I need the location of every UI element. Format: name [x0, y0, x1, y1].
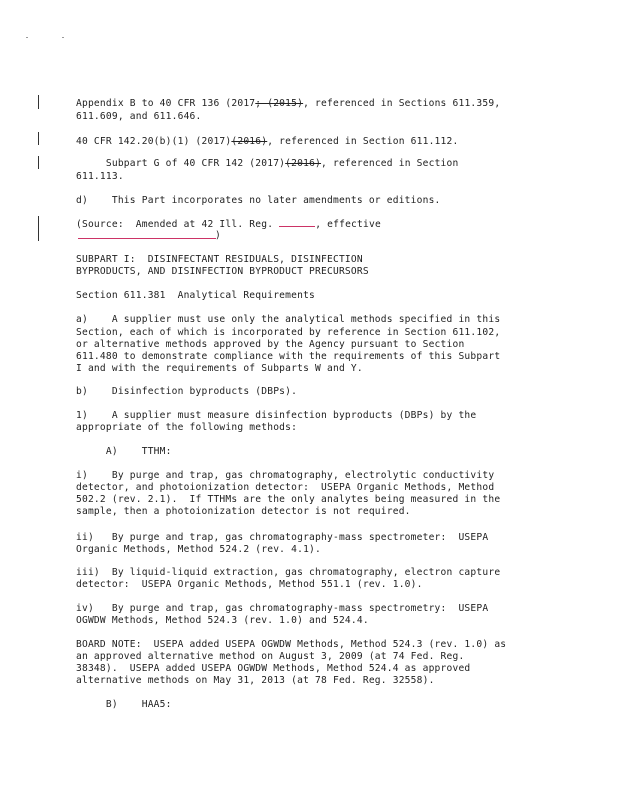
- doc-line-method-ii: ii) By purge and trap, gas chromatography-mass spectrometer: USEPA: [76, 532, 489, 543]
- doc-line-subpart-g: Subpart G of 40 CFR 142 (2017)(2016), referenced in Section: [76, 158, 459, 169]
- doc-line-section-b: b) Disinfection byproducts (DBPs).: [76, 386, 298, 397]
- subpart-heading-cont: BYPRODUCTS, AND DISINFECTION BYPRODUCT PRECURSORS: [76, 266, 369, 277]
- doc-line-b1: 1) A supplier must measure disinfection byproducts (DBPs) by the: [76, 410, 477, 421]
- doc-line-method-i: sample, then a photoionization detector is not required.: [76, 506, 411, 517]
- doc-line-method-i: 502.2 (rev. 2.1). If TTHMs are the only analytes being measured in the: [76, 494, 501, 505]
- board-note: BOARD NOTE: USEPA added USEPA OGWDW Methods, Method 524.3 (rev. 1.0) as: [76, 639, 507, 650]
- doc-line-haa5: B) HAA5:: [76, 699, 172, 710]
- doc-line-no-later-amendments: d) This Part incorporates no later amendments or editions.: [76, 195, 441, 206]
- doc-line-section-a: or alternative methods approved by the Agency pursuant to Section: [76, 339, 465, 350]
- doc-line-40cfr142-20: 40 CFR 142.20(b)(1) (2017)(2016), referenced in Section 611.112.: [76, 136, 459, 147]
- board-note: 38348). USEPA added USEPA OGWDW Methods, Method 524.4 as approved: [76, 663, 471, 674]
- blank-effective-date: [78, 238, 216, 239]
- source-note: (Source: Amended at 42 Ill. Reg. , effective: [76, 219, 381, 230]
- doc-line-method-i: i) By purge and trap, gas chromatography, electrolytic conductivity: [76, 470, 495, 481]
- blank-register-number: [279, 218, 315, 227]
- doc-line-method-iii: detector: USEPA Organic Methods, Method 551.1 (rev. 1.0).: [76, 579, 423, 590]
- doc-line-method-iv: OGWDW Methods, Method 524.3 (rev. 1.0) and 524.4.: [76, 615, 369, 626]
- doc-line-b1: appropriate of the following methods:: [76, 422, 298, 433]
- doc-line-tthm: A) TTHM:: [76, 446, 172, 457]
- doc-line-section-a: Section, each of which is incorporated by reference in Section 611.102,: [76, 327, 501, 338]
- doc-line-method-i: detector, and photoionization detector: USEPA Organic Methods, Method: [76, 482, 495, 493]
- subpart-heading: SUBPART I: DISINFECTANT RESIDUALS, DISINFECTION: [76, 254, 363, 265]
- doc-line-subpart-g-cont: 611.113.: [76, 171, 124, 182]
- revision-bar: [38, 95, 39, 109]
- revision-bar: [38, 216, 39, 241]
- doc-line-appendix-b-cont: 611.609, and 611.646.: [76, 111, 202, 122]
- doc-line-section-a: I and with the requirements of Subparts W and Y.: [76, 363, 363, 374]
- board-note: alternative methods on May 31, 2013 (at 78 Fed. Reg. 32558).: [76, 675, 435, 686]
- doc-line-method-ii: Organic Methods, Method 524.2 (rev. 4.1).: [76, 544, 322, 555]
- doc-line-method-iv: iv) By purge and trap, gas chromatography-mass spectrometry: USEPA: [76, 603, 489, 614]
- doc-line-section-a: a) A supplier must use only the analytical methods specified in this: [76, 314, 501, 325]
- doc-line-section-a: 611.480 to demonstrate compliance with the requirements of this Subpart: [76, 351, 501, 362]
- revision-bar: [38, 156, 39, 169]
- revision-bar: [38, 132, 39, 145]
- scan-speck: [26, 37, 28, 38]
- source-note-close: ): [215, 230, 221, 241]
- scan-speck: [62, 37, 64, 38]
- board-note: an approved alternative method on August 3, 2009 (at 74 Fed. Reg.: [76, 651, 465, 662]
- doc-line-method-iii: iii) By liquid-liquid extraction, gas chromatography, electron capture: [76, 567, 501, 578]
- doc-line-appendix-b: Appendix B to 40 CFR 136 (2017; (2015), referenced in Sections 611.359,: [76, 98, 501, 109]
- section-heading: Section 611.381 Analytical Requirements: [76, 290, 316, 301]
